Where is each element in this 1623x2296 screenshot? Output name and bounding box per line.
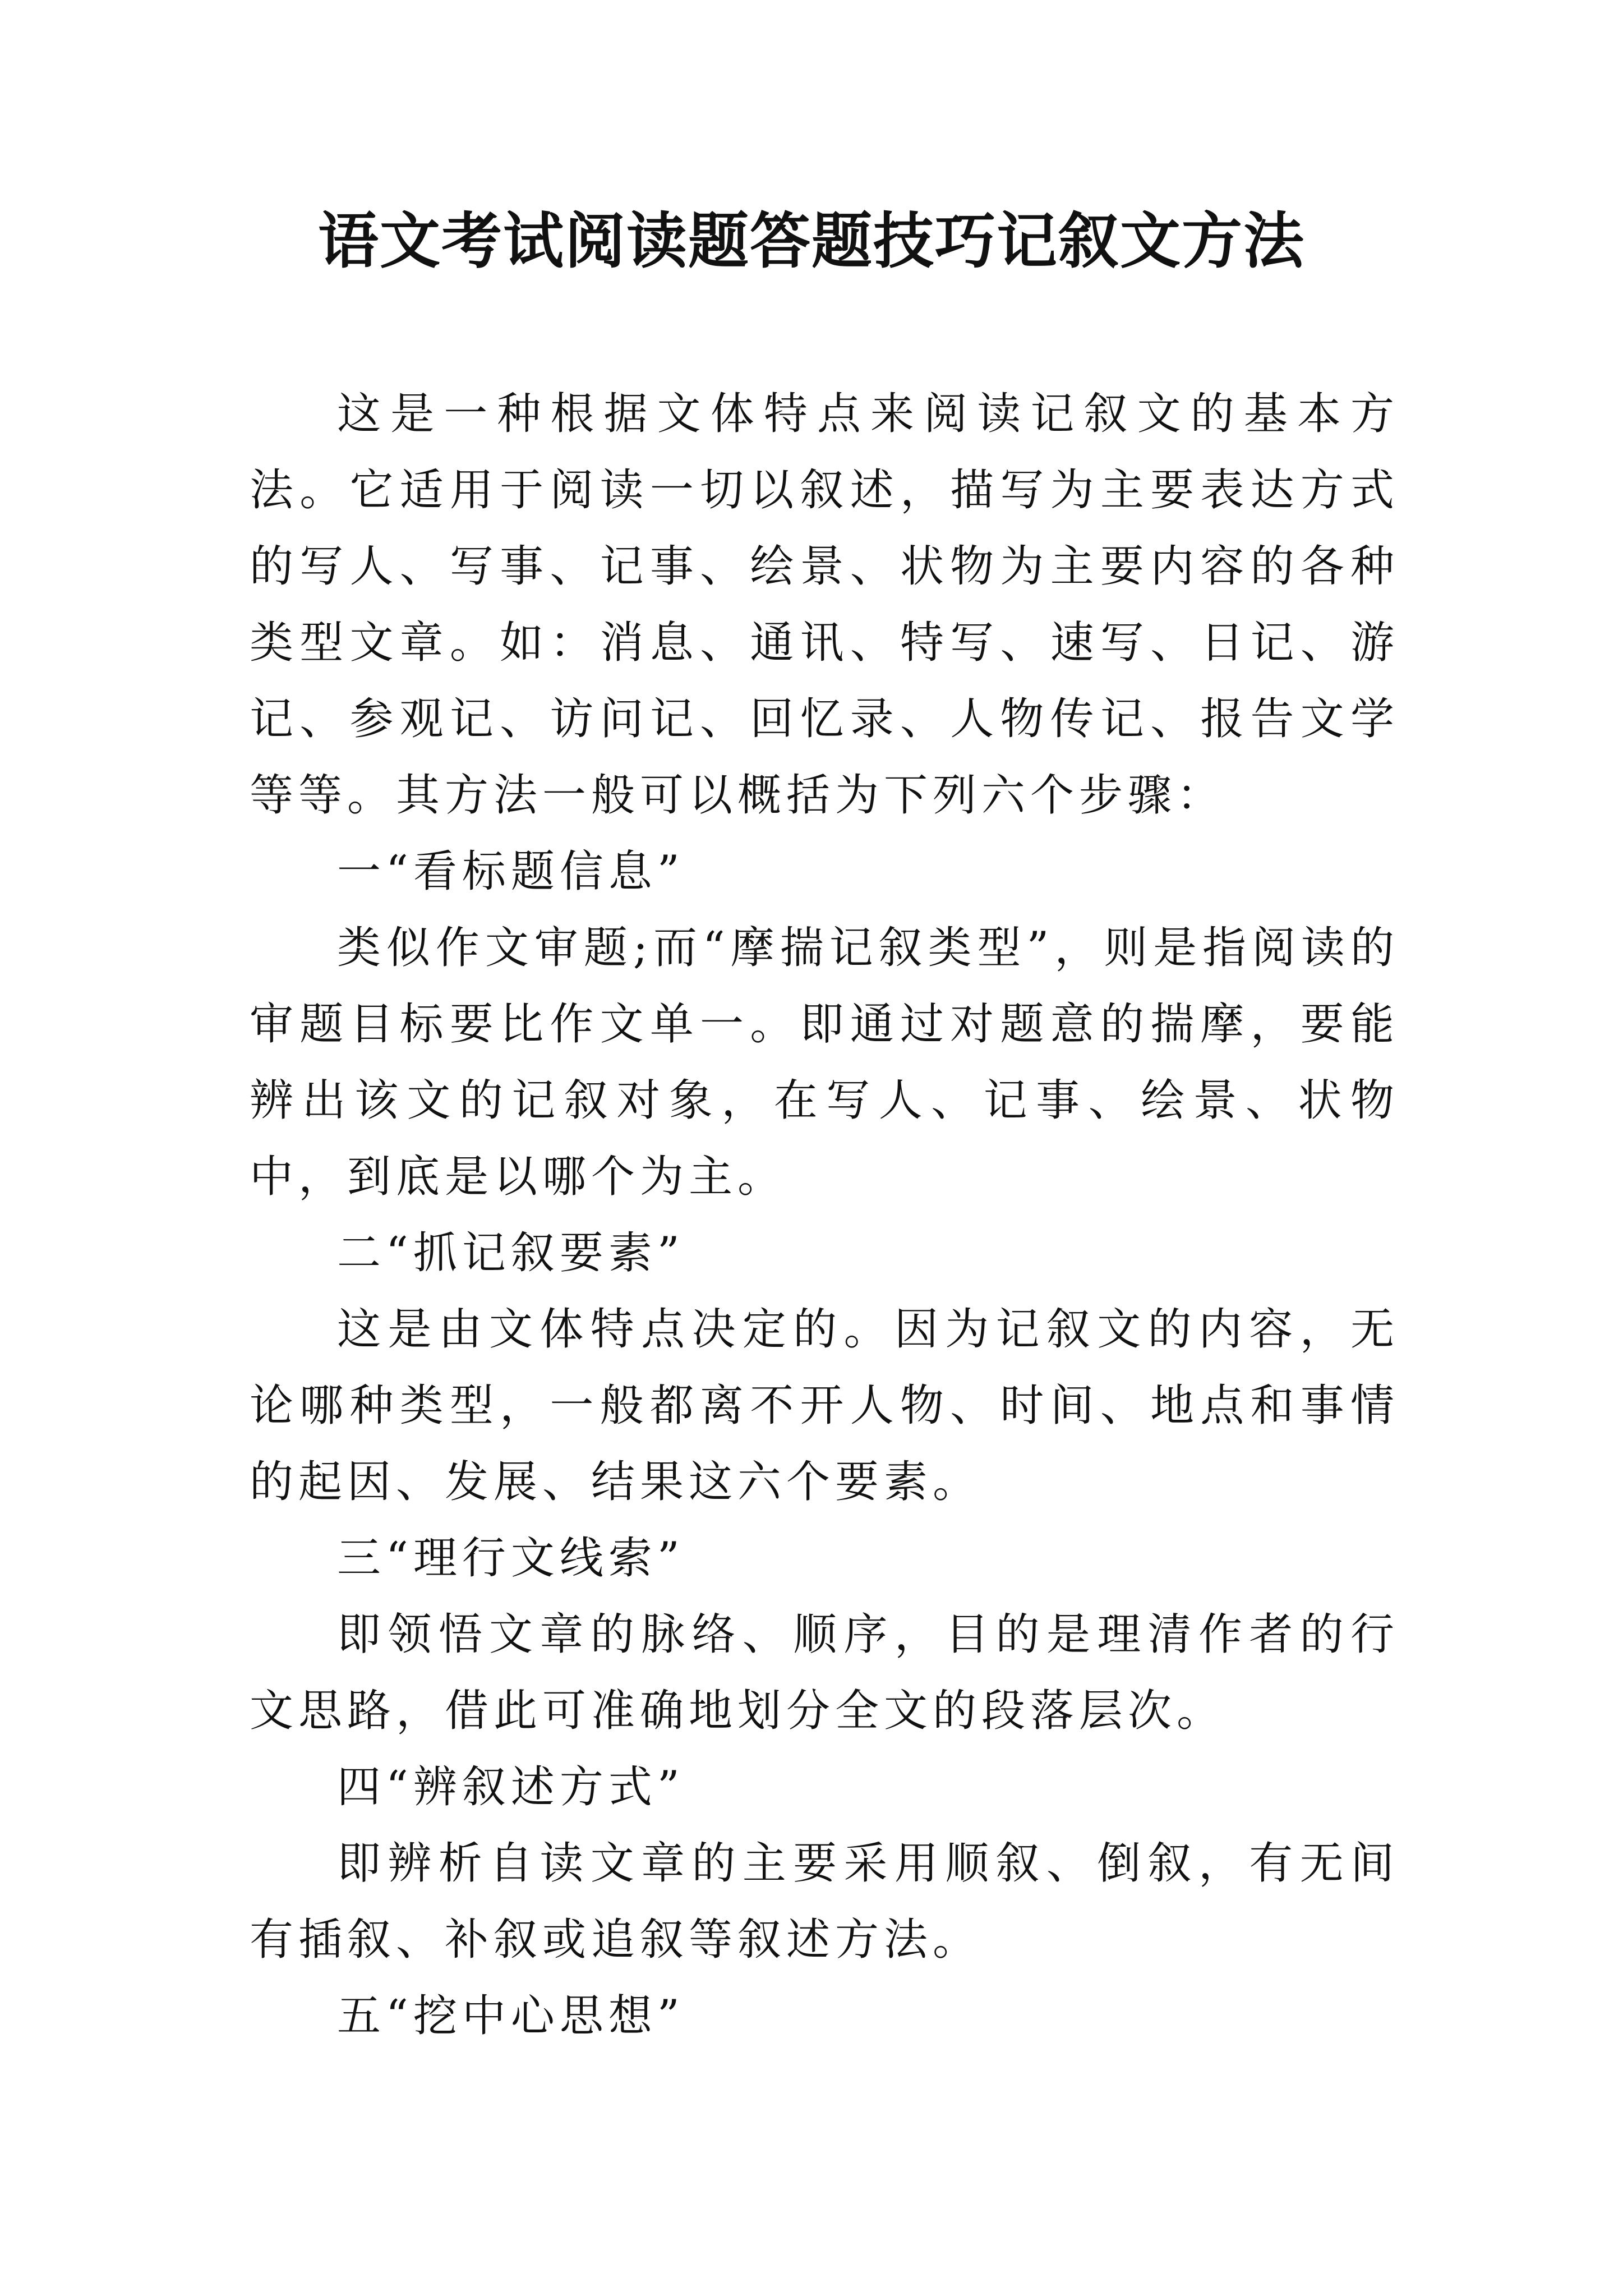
step-5-heading: 五“挖中心思想” — [337, 1991, 685, 2041]
intro-paragraph: 这是一种根据文体特点来阅读记叙文的基本方法。它适用于阅读一切以叙述，描写为主要表达方式的写人、写事、记事、绘景、状物为主要内容的各种类型文章。如：消息、通讯、特写、速写、日记、游记、参观记、访问记、回忆录、人物传记、报告文学等等。其方法一般可以概括为下列六个步骤： — [250, 389, 1399, 821]
step-3-heading: 三“理行文线索” — [337, 1533, 685, 1584]
document-body — [250, 376, 1399, 2054]
step-2-paragraph: 这是由文体特点决定的。因为记叙文的内容，无论哪种类型，一般都离不开人物、时间、地点和事情的起因、发展、结果这六个要素。 — [250, 1304, 1399, 1507]
step-4-heading: 四“辨叙述方式” — [337, 1762, 685, 1812]
step-4-paragraph: 即辨析自读文章的主要采用顺叙、倒叙，有无间有插叙、补叙或追叙等叙述方法。 — [250, 1838, 1399, 1965]
step-2-heading: 二“抓记叙要素” — [337, 1228, 685, 1278]
step-1-heading: 一“看标题信息” — [337, 846, 685, 897]
document-title: 语文考试阅读题答题技巧记叙文方法 — [317, 206, 1305, 277]
step-3-paragraph: 即领悟文章的脉络、顺序，目的是理清作者的行文思路，借此可准确地划分全文的段落层次。 — [250, 1609, 1399, 1736]
step-1-paragraph: 类似作文审题;而“摩揣记叙类型”，则是指阅读的审题目标要比作文单一。即通过对题意的揣摩，要能辨出该文的记叙对象，在写人、记事、绘景、状物中，到底是以哪个为主。 — [250, 923, 1399, 1202]
